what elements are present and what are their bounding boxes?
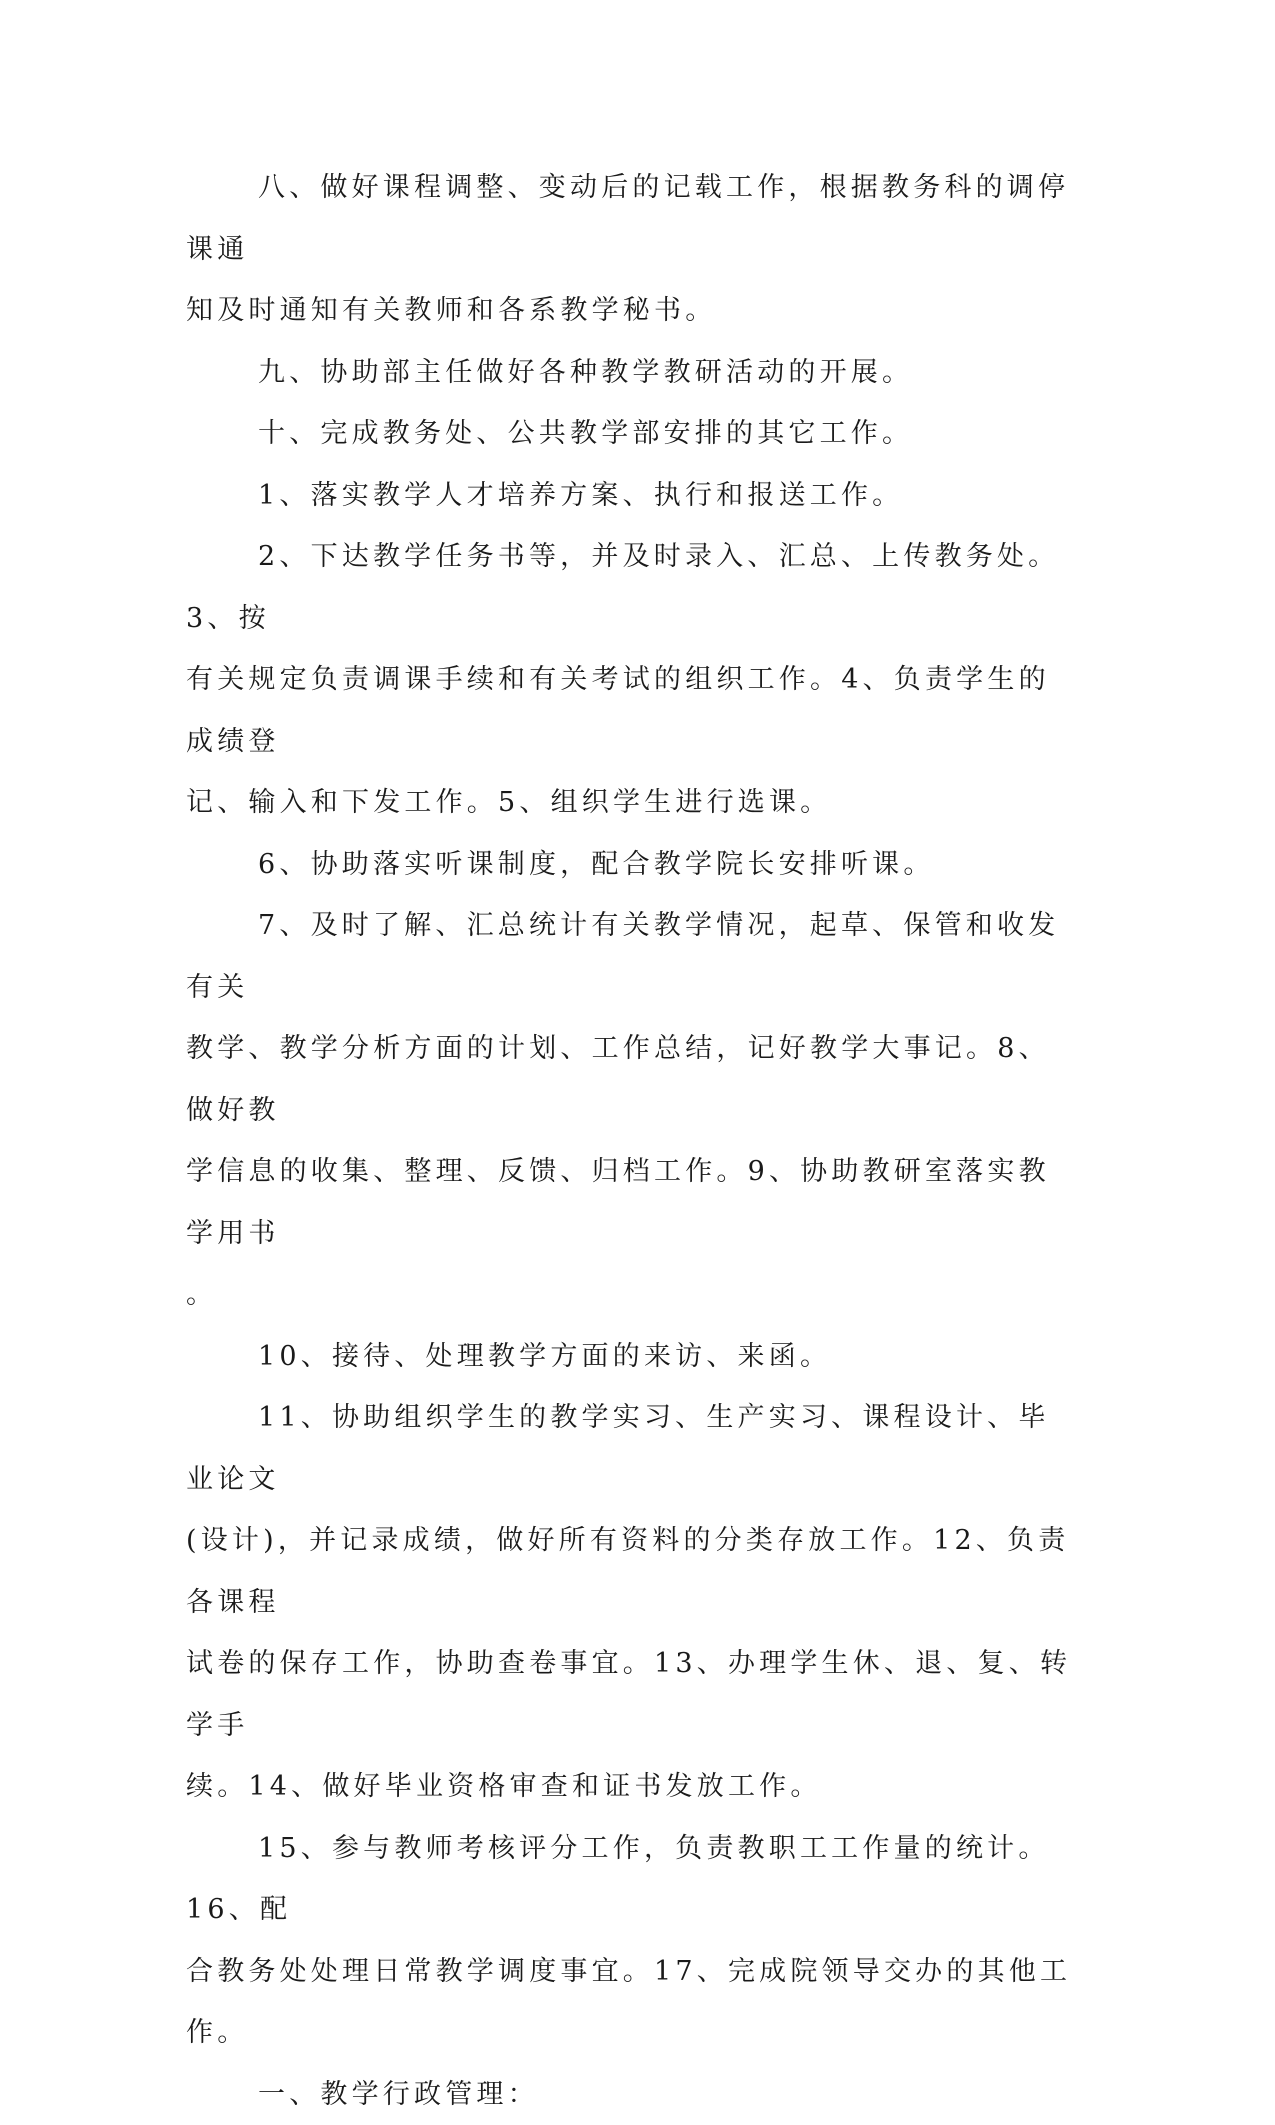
section-heading: 一、教学行政管理： — [186, 2064, 1079, 2125]
list-item-2-5: 2、下达教学任务书等，并及时录入、汇总、上传教务处。3、按 有关规定负责调课手续和有关考试的组织工作。4、负责学生的成绩登 记、输入和下发工作。5、组织学生进行选课。 — [186, 526, 1079, 834]
list-item-1: 1、落实教学人才培养方案、执行和报送工作。 — [186, 465, 1079, 527]
list-item-15-17: 15、参与教师考核评分工作，负责教职工工作量的统计。16、配 合教务处处理日常教学调度事宜。17、完成院领导交办的其他工作。 — [186, 1818, 1079, 2064]
paragraph-9: 九、协助部主任做好各种教学教研活动的开展。 — [186, 342, 1079, 404]
list-item-10: 10、接待、处理教学方面的来访、来函。 — [186, 1326, 1079, 1388]
paragraph-8: 八、做好课程调整、变动后的记载工作，根据教务科的调停课通 知及时通知有关教师和各系教学秘书。 — [186, 157, 1079, 342]
document-body — [186, 157, 1079, 2125]
paragraph-10: 十、完成教务处、公共教学部安排的其它工作。 — [186, 403, 1079, 465]
list-item-11-14: 11、协助组织学生的教学实习、生产实习、课程设计、毕业论文 (设计)，并记录成绩，做好所有资料的分类存放工作。12、负责各课程 试卷的保存工作，协助查卷事宜。13、办理学生休、退、复、转学手 续。14、做好毕业资格审查和证书发放工作。 — [186, 1387, 1079, 1818]
list-item-6: 6、协助落实听课制度，配合教学院长安排听课。 — [186, 834, 1079, 896]
list-item-7-9: 7、及时了解、汇总统计有关教学情况，起草、保管和收发有关 教学、教学分析方面的计划、工作总结，记好教学大事记。8、做好教 学信息的收集、整理、反馈、归档工作。9、协助教研室落实教学用书 。 — [186, 895, 1079, 1326]
